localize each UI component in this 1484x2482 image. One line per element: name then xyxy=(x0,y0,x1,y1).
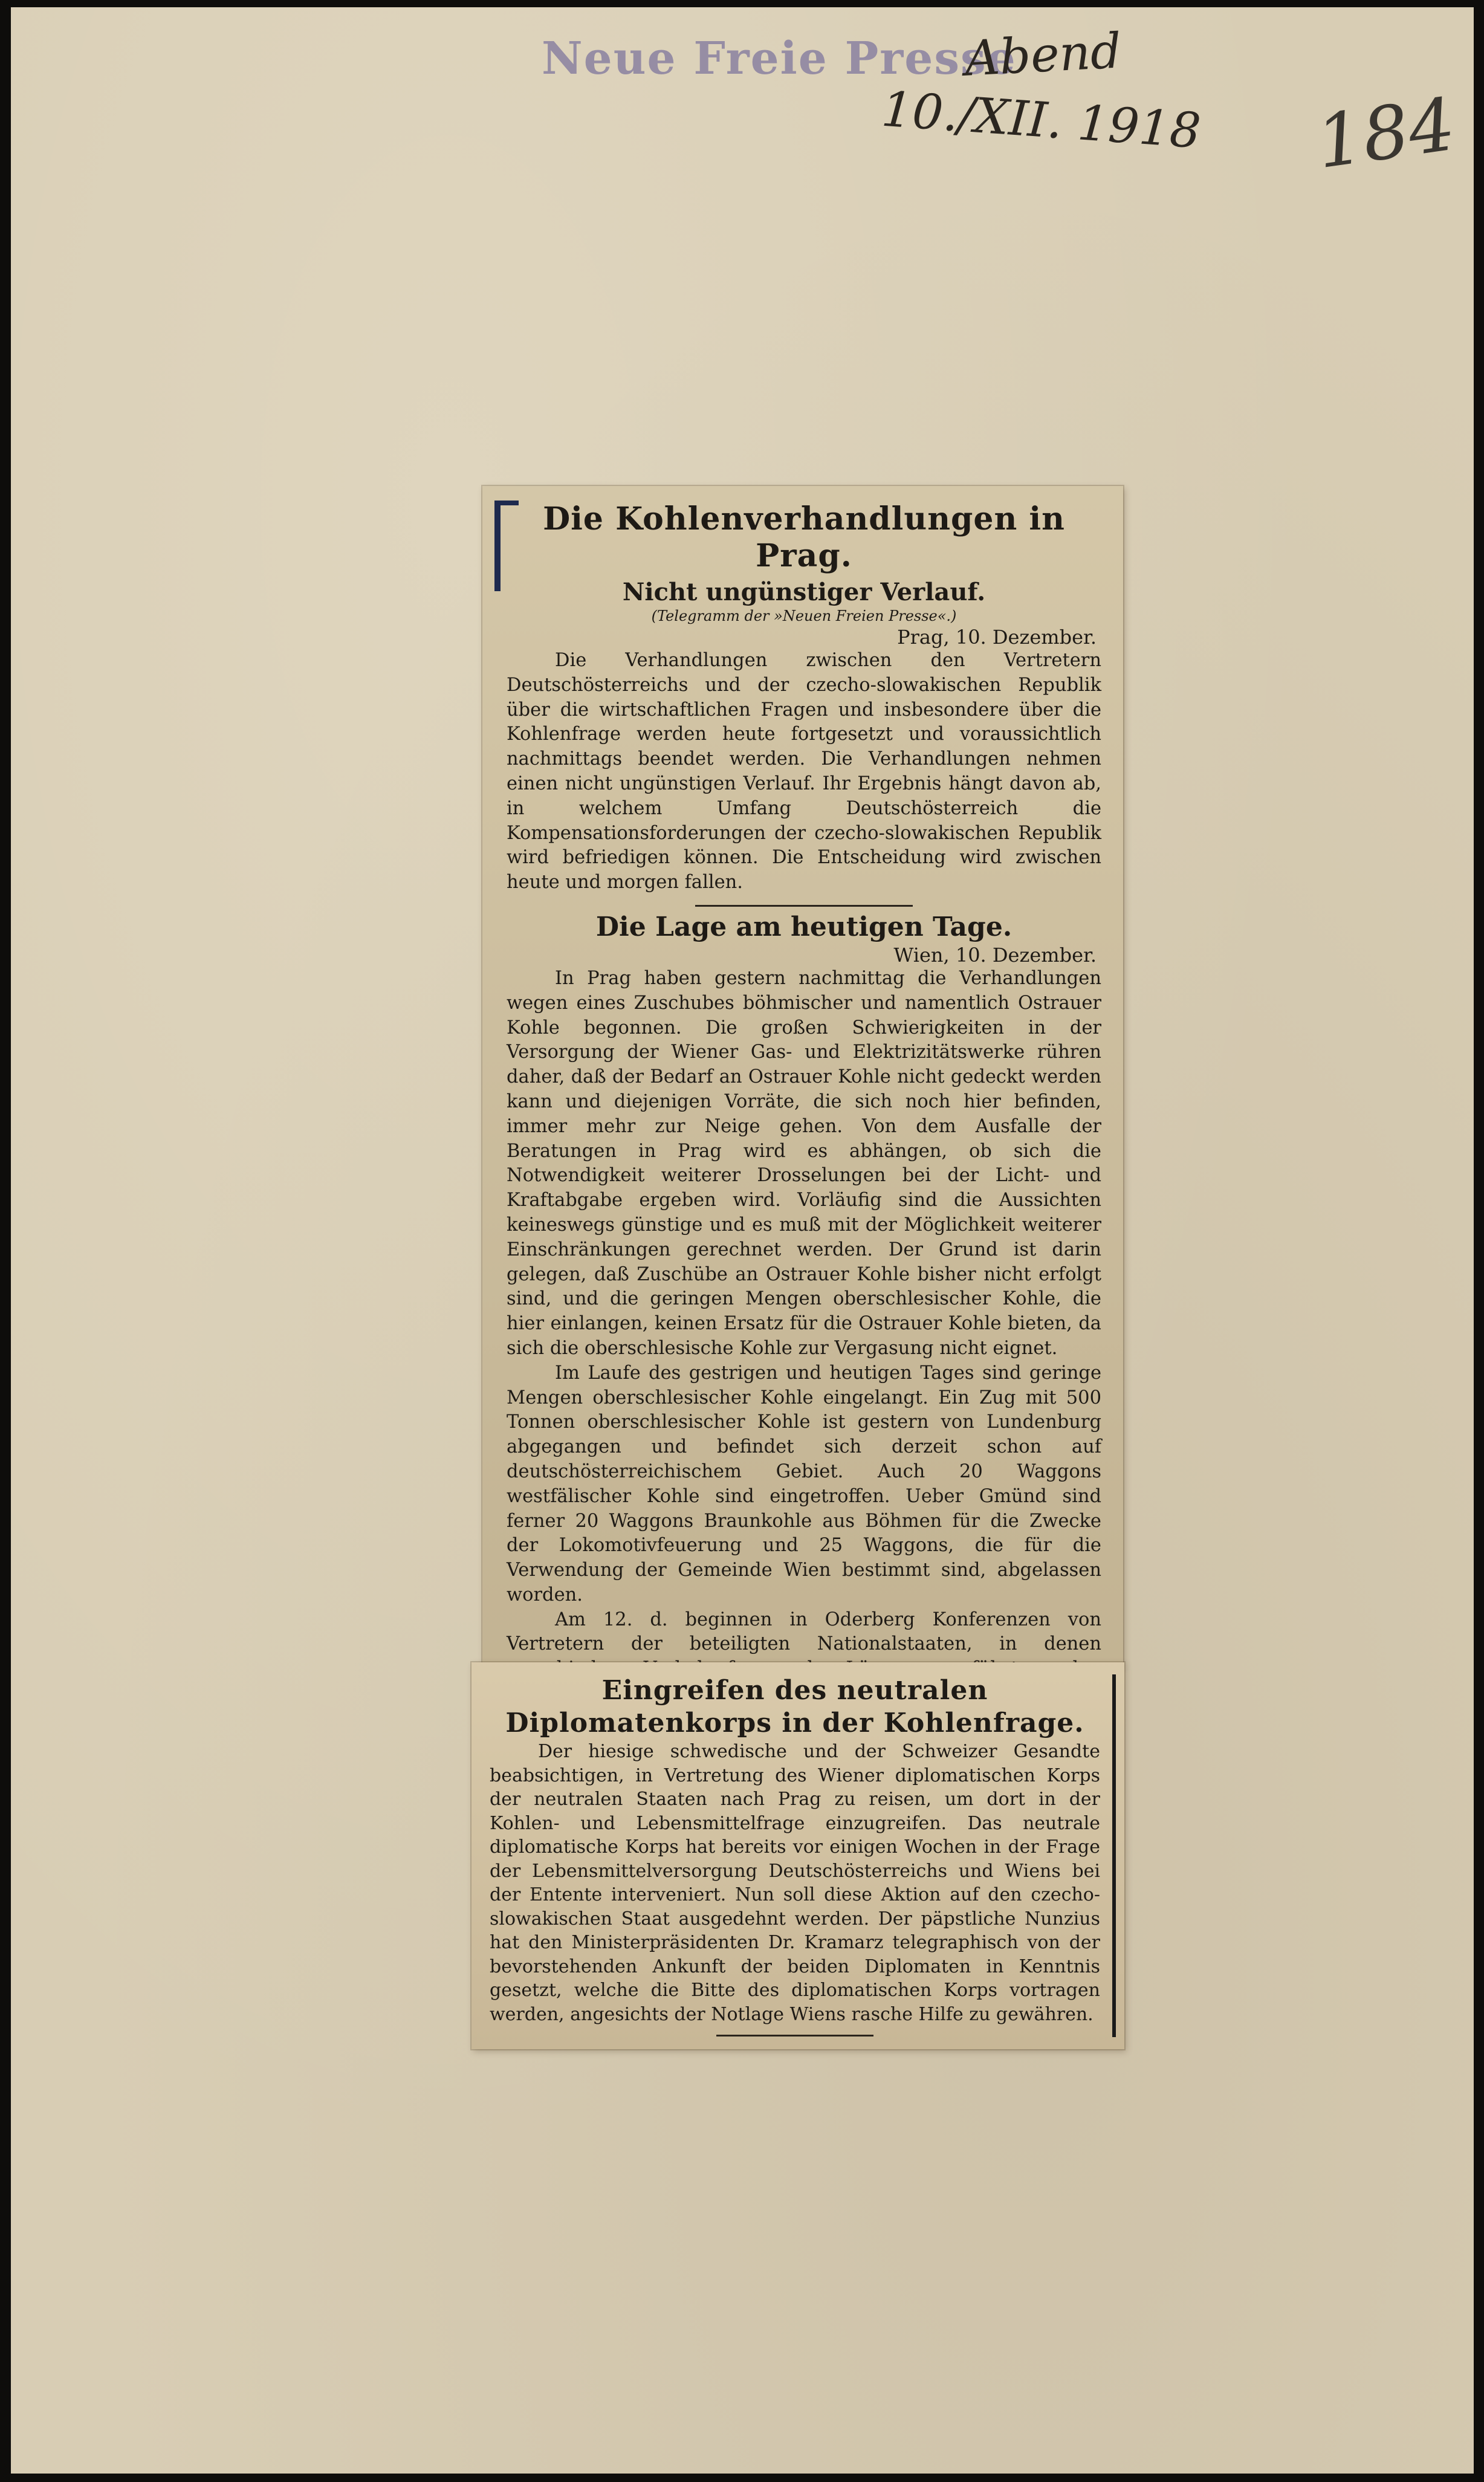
handwritten-folio-number: 184 xyxy=(1311,82,1460,186)
handwritten-edition: Abend xyxy=(963,22,1123,87)
blue-pencil-mark xyxy=(494,501,501,591)
section-paragraph: Im Laufe des gestrigen und heutigen Tages sind geringe Mengen oberschlesischer Kohle eingelangt. Ein Zug mit 500 Tonnen oberschlesischer Kohle ist gestern von Lundenburg abgegangen und befindet sich derzeit schon auf deutschösterreichischem Gebiet. Auch 20 Waggons westfälischer Kohle sind eingetroffen. Ueber Gmünd sind ferner 20 Waggons Braunkohle aus Böhmen für die Zwecke der Lokomotivfeuerung und 25 Waggons, die für die Verwendung der Gemeinde Wien bestimmt sind, abgelassen worden. xyxy=(507,1362,1101,1606)
article-body: Die Verhandlungen zwischen den Vertretern Deutschösterreichs und der czecho-slowakischen Republik über die wirtschaftlichen Fragen und insbesondere über die Kohlenfrage werden heute fortgesetzt und voraussichtlich nachmittags beendet werden. Die Verhandlungen nehmen einen nicht ungünstigen Verlauf. Ihr Ergebnis hängt davon ab, in welchem Umfang Deutschösterreich die Kompensationsforderungen der czecho-slowakischen Republik wird befriedigen können. Die Entscheidung wird zwischen heute und morgen fallen. xyxy=(507,650,1101,893)
clipping-content xyxy=(507,492,1101,1706)
section-dateline: Wien, 10. Dezember. xyxy=(893,943,1097,967)
article-credit: (Telegramm der »Neuen Freien Presse«.) xyxy=(651,608,957,624)
section-headline: Die Lage am heutigen Tage. xyxy=(595,911,1013,942)
newspaper-clipping-main xyxy=(482,486,1123,1665)
article-headline: Eingreifen des neutralen Diplomatenkorps in der Kohlenfrage. xyxy=(505,1675,1084,1738)
section-divider xyxy=(695,905,913,907)
article-headline: Die Kohlenverhandlungen in Prag. xyxy=(543,501,1065,574)
clipping-edge-line xyxy=(1112,1674,1116,2037)
newspaper-clipping-secondary xyxy=(471,1662,1124,2049)
section-paragraph: In Prag haben gestern nachmittag die Verhandlungen wegen eines Zuschubes böhmischer und namentlich Ostrauer Kohle begonnen. Die großen Schwierigkeiten in der Versorgung der Wiener Gas- und Elektrizitätswerke rühren daher, daß der Bedarf an Ostrauer Kohle nicht gedeckt werden kann und diejenigen Vorräte, die sich noch hier befinden, immer mehr zur Neige gehen. Von dem Ausfalle der Beratungen in Prag wird es abhängen, ob sich die Notwendigkeit weiterer Drosselungen bei der Licht- und Kraftabgabe ergeben wird. Vorläufig sind die Aussichten keineswegs günstige und es muß mit der Möglichkeit weiterer Einschränkungen gerechnet werden. Der Grund ist darin gelegen, daß Zuschübe an Ostrauer Kohle bisher nicht erfolgt sind, und die geringen Mengen oberschlesischer Kohle, die hier einlangen, keinen Ersatz für die Ostrauer Kohle bieten, da sich die oberschlesische Kohle zur Vergasung nicht eignet. xyxy=(507,967,1101,1359)
clipping-content xyxy=(490,1674,1100,2036)
archive-sheet xyxy=(11,7,1474,2474)
section-paragraph: Am 12. d. beginnen in Oderberg Konferenzen von Vertretern der beteiligten Nationalstaaten, in denen xyxy=(507,1609,1101,1655)
article-subhead: Nicht ungünstiger Verlauf. xyxy=(622,578,986,606)
newspaper-stamp: Neue Freie Presse xyxy=(542,33,1017,85)
article-dateline: Prag, 10. Dezember. xyxy=(897,626,1097,649)
end-rule xyxy=(716,2035,873,2036)
handwritten-date: 10./XII. 1918 xyxy=(880,80,1203,160)
article-body: Der hiesige schwedische und der Schweizer Gesandte beabsichtigen, in Vertretung des Wiener diplomatischen Korps der neutralen Staaten nach Prag zu reisen, um dort in der Kohlen- und Lebensmittelfrage einzugreifen. Das neutrale diplomatische Korps hat bereits vor einigen Wochen in der Frage der Lebensmittelversorgung Deutschösterreichs und Wiens bei der Entente interveniert. Nun soll diese Aktion auf den czecho-slowakischen Staat ausgedehnt werden. Der päpstliche Nunzius hat den Ministerpräsidenten Dr. Kramarz telegraphisch von der bevorstehenden Ankunft der beiden Diplomaten in Kenntnis gesetzt, welche die Bitte des diplomatischen Korps vortragen werden, angesichts der Notlage Wiens rasche Hilfe zu gewähren. xyxy=(490,1741,1100,2025)
